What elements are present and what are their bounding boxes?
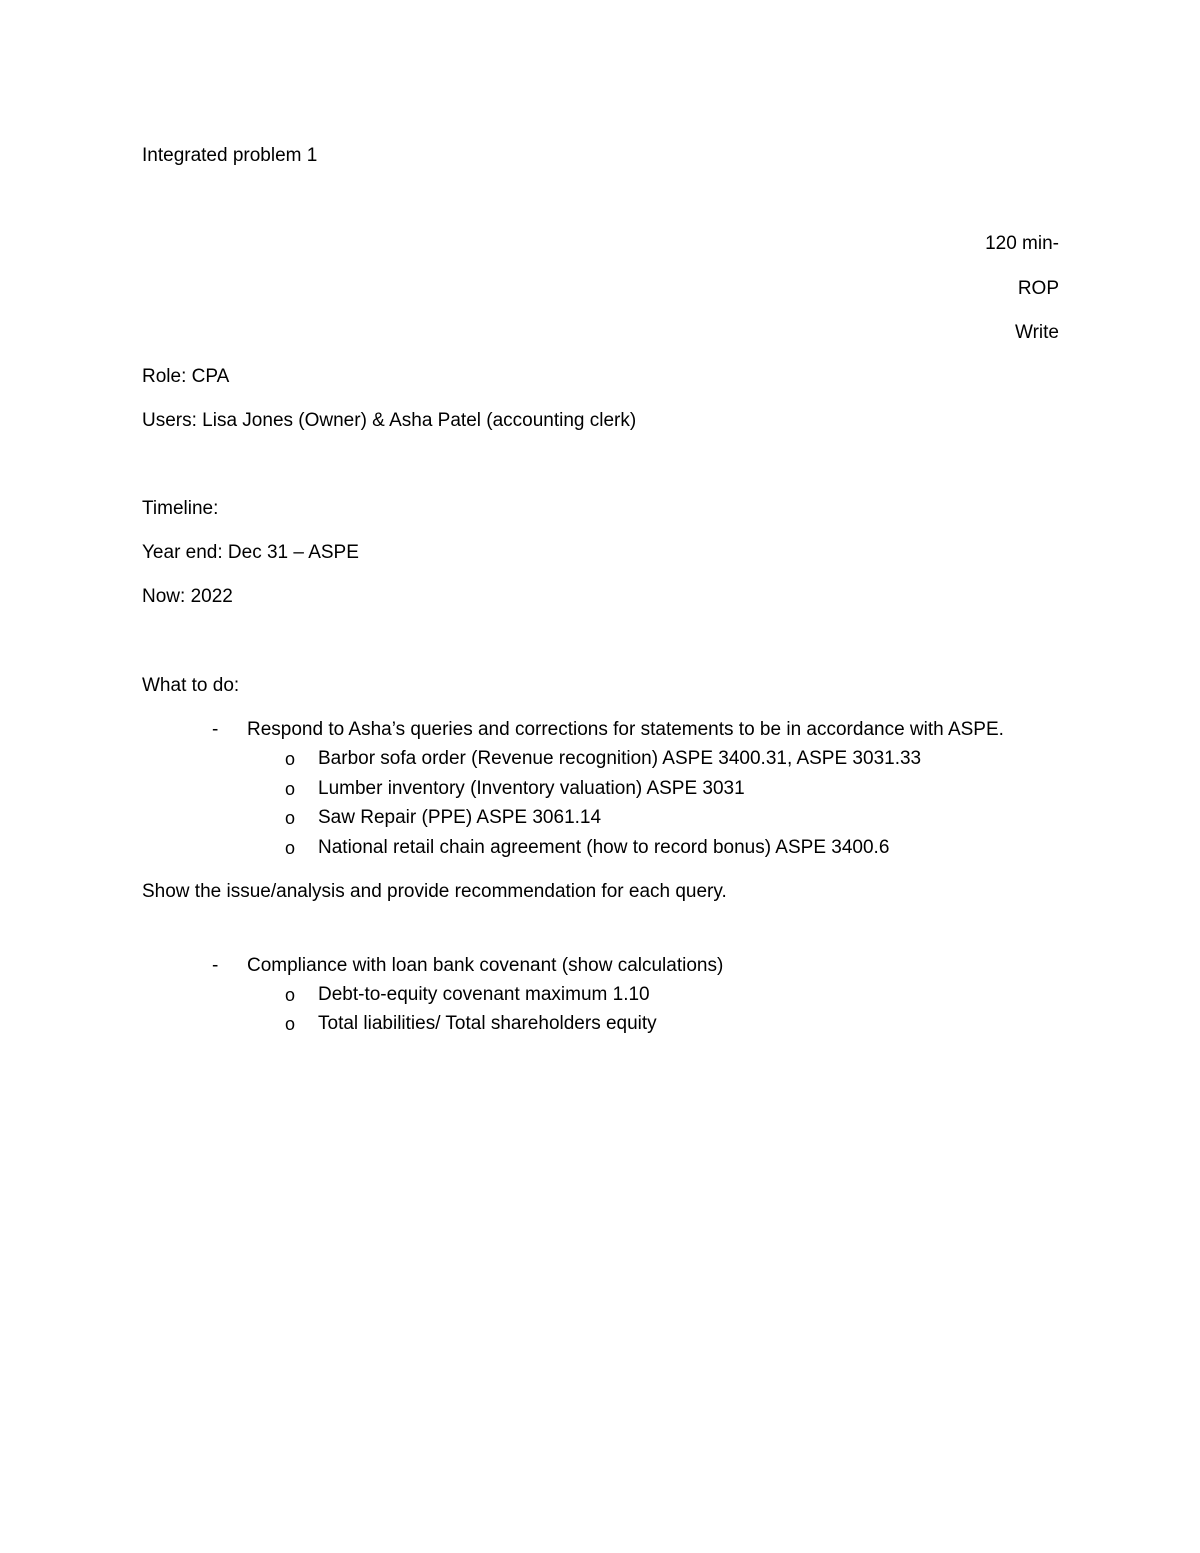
task1-item: Lumber inventory (Inventory valuation) ASPE 3031: [318, 778, 745, 799]
task1-bullet: o: [285, 779, 296, 799]
task2-item: Total liabilities/ Total shareholders equity: [318, 1013, 657, 1034]
mode-label: Write: [1015, 322, 1059, 343]
task2-item: Debt-to-equity covenant maximum 1.10: [318, 984, 650, 1005]
duration-label: 120 min-: [985, 233, 1059, 254]
task1-dash: -: [212, 719, 219, 740]
task2-dash: -: [212, 955, 219, 976]
task1-text: Respond to Asha’s queries and corrections for statements to be in accordance with ASPE.: [247, 719, 1004, 740]
what-to-do-heading: What to do:: [142, 675, 240, 696]
task1-item: Barbor sofa order (Revenue recognition) ASPE 3400.31, ASPE 3031.33: [318, 748, 922, 769]
task1-item: Saw Repair (PPE) ASPE 3061.14: [318, 807, 602, 828]
document-title: Integrated problem 1: [142, 145, 318, 166]
task1-item: National retail chain agreement (how to record bonus) ASPE 3400.6: [318, 837, 890, 858]
type-label: ROP: [1017, 278, 1059, 299]
instruction-line: Show the issue/analysis and provide recommendation for each query.: [142, 881, 727, 902]
task2-bullet: o: [285, 985, 296, 1005]
task1-bullet: o: [285, 808, 296, 828]
role-line: Role: CPA: [142, 366, 230, 387]
task2-bullet: o: [285, 1014, 296, 1034]
now-line: Now: 2022: [142, 586, 233, 607]
timeline-heading: Timeline:: [142, 498, 219, 519]
year-end-line: Year end: Dec 31 – ASPE: [142, 542, 359, 563]
task1-bullet: o: [285, 749, 296, 769]
users-line: Users: Lisa Jones (Owner) & Asha Patel (accounting clerk): [142, 410, 637, 431]
task1-bullet: o: [285, 838, 296, 858]
task2-text: Compliance with loan bank covenant (show calculations): [247, 955, 724, 976]
